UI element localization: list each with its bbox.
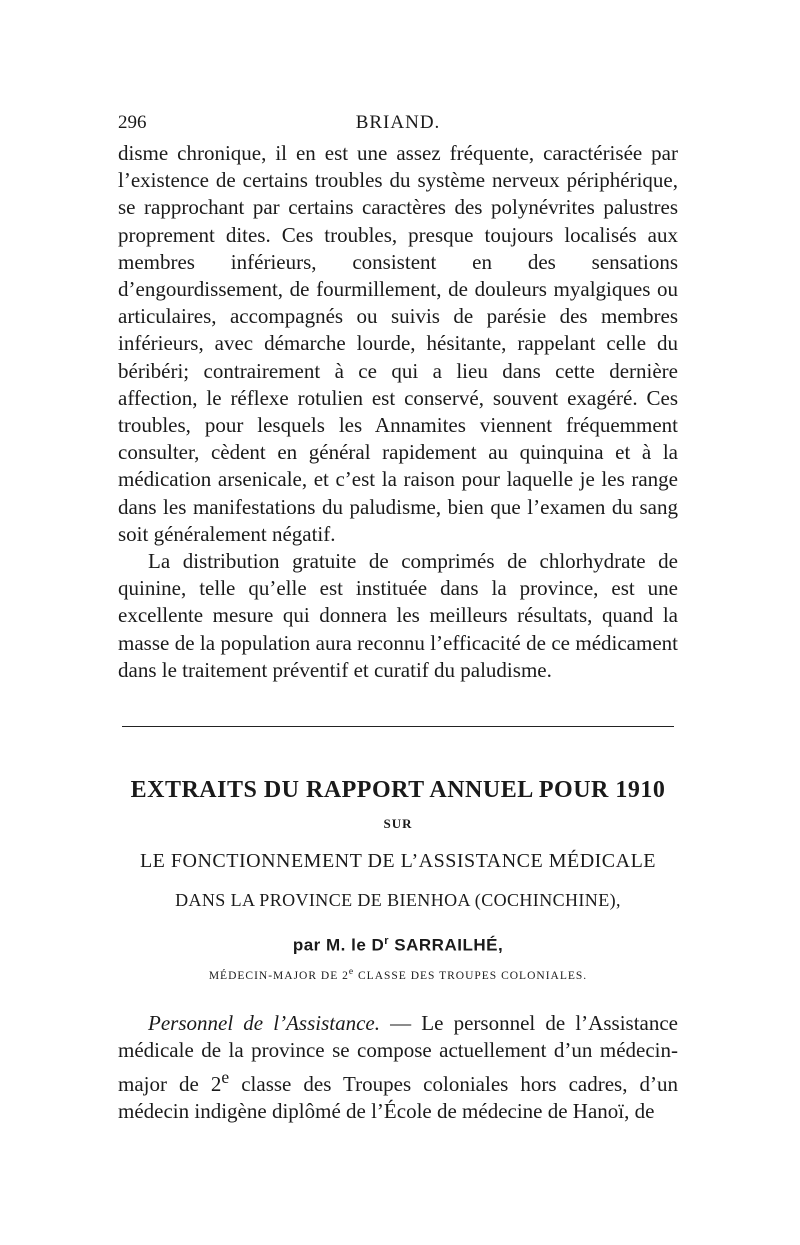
running-header [118, 112, 678, 140]
article-author [118, 935, 678, 956]
section-paragraph-personnel [118, 1010, 678, 1126]
article-title: EXTRAITS DU RAPPORT ANNUEL POUR 1910 [130, 777, 666, 804]
section-dash: — [380, 1010, 422, 1035]
section-text-end: classe des Troupes coloniales hors cadres, d’un médecin indigène diplômé de l’École de médecine de Hanoï, de [118, 1071, 678, 1124]
section-divider [122, 726, 674, 727]
section-heading: Personnel de l’Assistance. [148, 1010, 380, 1035]
author-prefix-superscript: r [384, 935, 390, 948]
section-text-start: Le personnel de l’Assistance médicale de la province se compose actuellement d’un médecin-major de 2 [118, 1010, 678, 1096]
author-rank-superscript: e [348, 965, 355, 977]
article-subtitle-line-2: DANS LA PROVINCE DE BIENHOA (COCHINCHINE), [175, 890, 621, 911]
article-title-connector: SUR [383, 816, 413, 832]
author-rank-start: MÉDECIN-MAJOR DE 2 [208, 969, 349, 982]
author-rank-end: CLASSE DES TROUPES COLONIALES. [354, 969, 588, 982]
page-number: 296 [118, 112, 147, 133]
body-paragraph-quinine: La distribution gratuite de comprimés de chlorhydrate de quinine, telle qu’elle est instituée dans la province, est une excellente mesure qui donnera les meilleurs résultats, quand la masse de la population aura reconnu l’efficacité de ce médicament dans le traitement préventif et curatif du paludisme. [118, 549, 678, 682]
author-rank [118, 966, 678, 982]
article-subtitle-line-1: LE FONCTIONNEMENT DE L’ASSISTANCE MÉDICALE [139, 850, 657, 873]
body-paragraph-continued: disme chronique, il en est une assez fréquente, caractérisée par l’existence de certains troubles du système nerveux périphérique, se rapprochant par certains caractères des polynévrites palustres proprement dites. Ces troubles, presque toujours localisés aux membres inférieurs, consistent en des sensations d’engourdissement, de fourmillement, de douleurs myalgiques ou articulaires, accompagnés ou suivis de parésie des membres inférieurs, avec démarche lourde, hésitante, rappelant celle du béribéri; contrairement à ce qui a lieu dans cette dernière affection, le réflexe rotulien est conservé, souvent exagéré. Ces troubles, pour lesquels les Annamites viennent fréquemment consulter, cèdent en général rapidement au quinquina et à la médication arsenicale, et c’est la raison pour laquelle je les range dans les manifestations du paludisme, bien que l’examen du sang soit généralement négatif. [118, 141, 678, 546]
document-page [118, 112, 678, 1125]
author-name: SARRAILHÉ, [389, 935, 504, 955]
section-text-superscript: e [221, 1066, 230, 1087]
author-prefix: par M. le D [292, 935, 385, 955]
running-title: BRIAND. [355, 112, 441, 133]
